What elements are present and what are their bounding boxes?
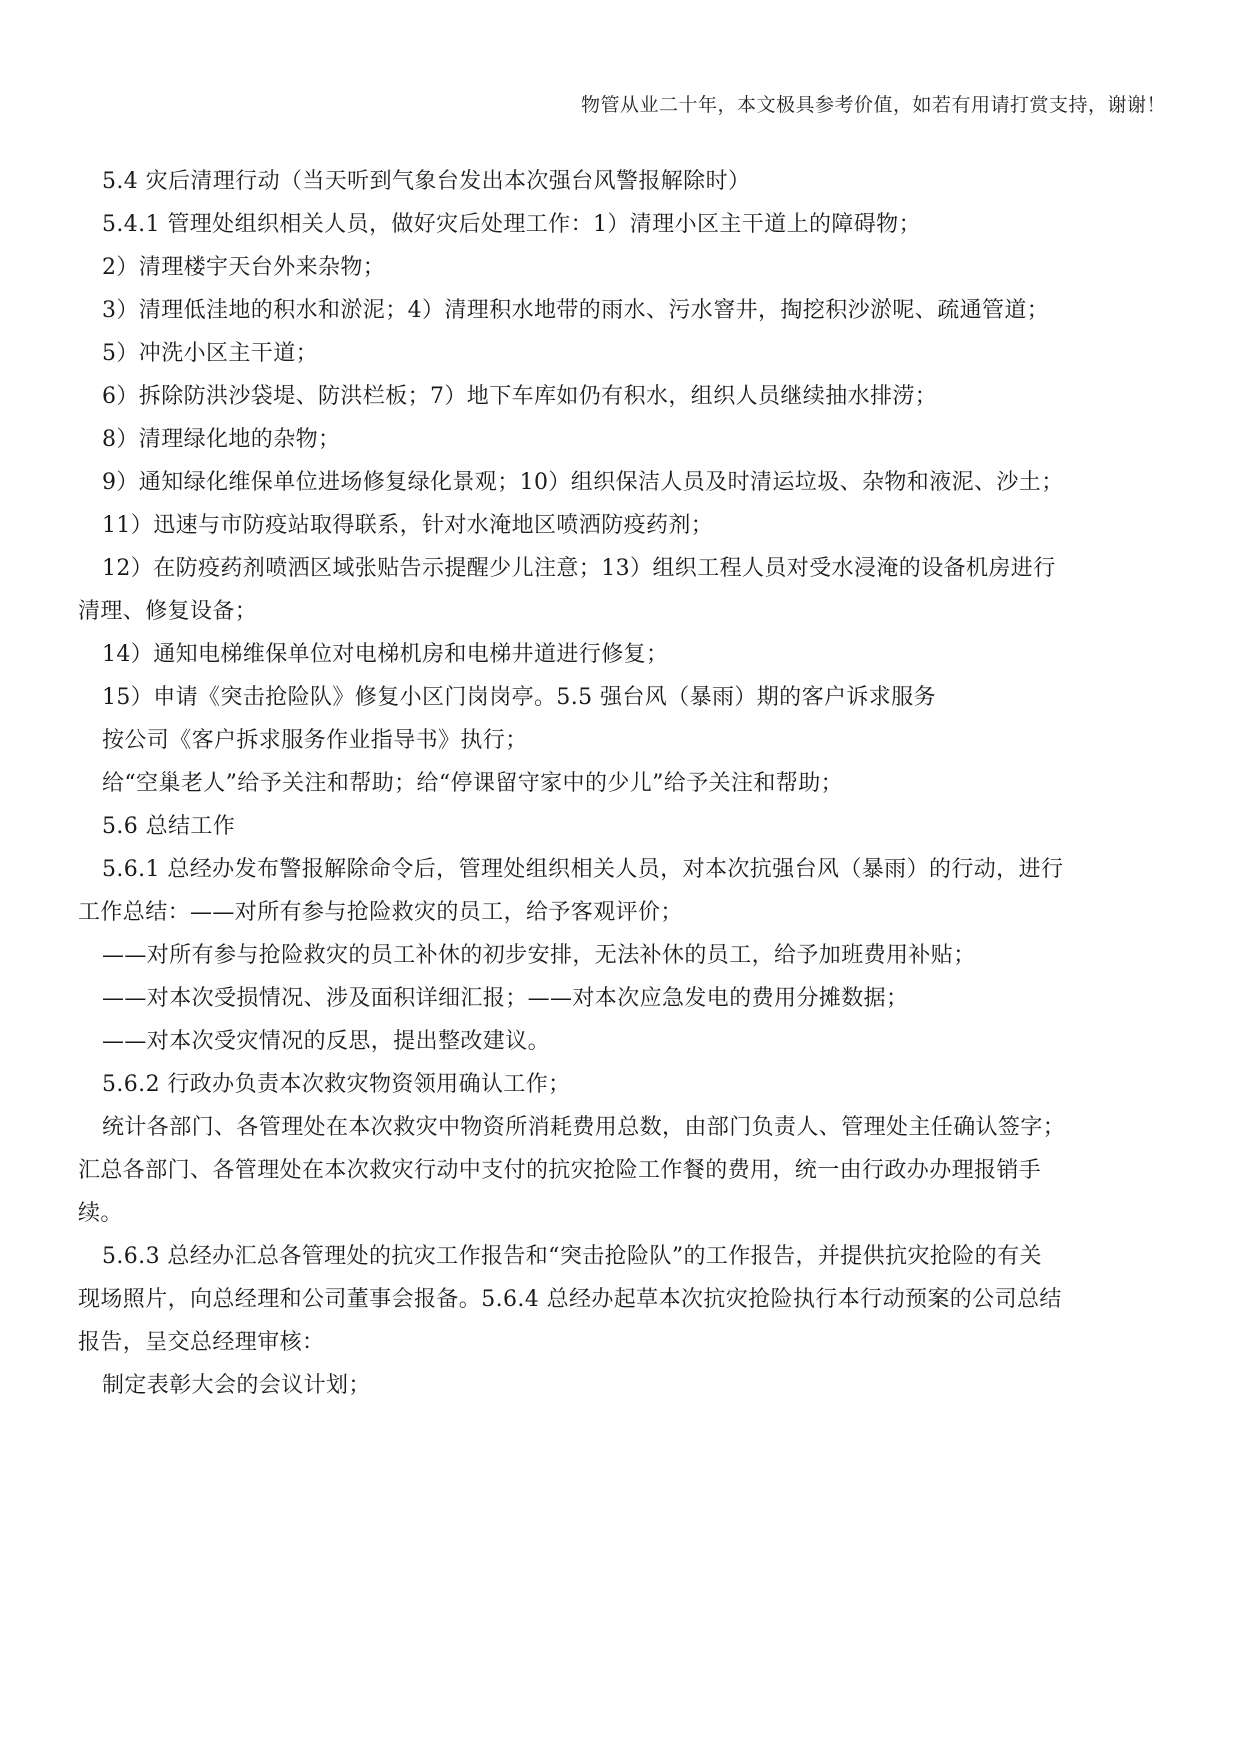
paragraph-line: ——对本次受灾情况的反思，提出整改建议。: [102, 1029, 551, 1054]
paragraph-line: ——对所有参与抢险救灾的员工补休的初步安排，无法补休的员工，给予加班费用补贴；: [102, 943, 976, 968]
section-heading: 5.6 总结工作: [102, 814, 236, 839]
paragraph-line: 汇总各部门、各管理处在本次救灾行动中支付的抗灾抢险工作餐的费用，统一由行政办办理报销手: [78, 1158, 1042, 1183]
paragraph-line: ——对本次受损情况、涉及面积详细汇报；——对本次应急发电的费用分摊数据；: [102, 986, 909, 1011]
paragraph-line: 6）拆除防洪沙袋堤、防洪栏板；7）地下车库如仍有积水，组织人员继续抽水排涝；: [102, 384, 938, 409]
paragraph-line: 制定表彰大会的会议计划；: [102, 1373, 371, 1398]
paragraph-line: 5.6.2 行政办负责本次救灾物资领用确认工作；: [102, 1072, 571, 1097]
paragraph-line: 给“空巢老人”给予关注和帮助；给“停课留守家中的少儿”给予关注和帮助；: [102, 771, 843, 796]
paragraph-line: 报告，呈交总经理审核：: [78, 1330, 325, 1355]
paragraph-line: 5.4 灾后清理行动（当天听到气象台发出本次强台风警报解除时）: [102, 169, 751, 194]
paragraph-line: 续。: [78, 1201, 123, 1226]
paragraph-line: 清理、修复设备；: [78, 599, 258, 624]
paragraph-line: 12）在防疫药剂喷洒区域张贴告示提醒少儿注意；13）组织工程人员对受水浸淹的设备机房进行: [102, 556, 1056, 581]
paragraph-line: 9）通知绿化维保单位进场修复绿化景观；10）组织保洁人员及时清运垃圾、杂物和液泥、沙土；: [102, 470, 1064, 495]
paragraph-line: 3）清理低洼地的积水和淤泥；4）清理积水地带的雨水、污水窨井，掏挖积沙淤呢、疏通管道；: [102, 298, 1050, 323]
document-body: [78, 160, 1168, 1407]
paragraph-line: 工作总结：——对所有参与抢险救灾的员工，给予客观评价；: [78, 900, 683, 925]
paragraph-line: 5.6.1 总经办发布警报解除命令后，管理处组织相关人员，对本次抗强台风（暴雨）的行动，进行: [102, 857, 1064, 882]
paragraph-line: 11）迅速与市防疫站取得联系，针对水淹地区喷洒防疫药剂；: [102, 513, 714, 538]
paragraph-line: 按公司《客户拆求服务作业指导书》执行；: [102, 728, 528, 753]
paragraph-line: 2）清理楼宇天台外来杂物；: [102, 255, 386, 280]
paragraph-line: 5）冲洗小区主干道；: [102, 341, 318, 366]
paragraph-line: 8）清理绿化地的杂物；: [102, 427, 341, 452]
paragraph-line: 14）通知电梯维保单位对电梯机房和电梯井道进行修复；: [102, 642, 669, 667]
header-note: 物管从业二十年，本文极具参考价值，如若有用请打赏支持，谢谢！: [580, 94, 1166, 116]
paragraph-line: 统计各部门、各管理处在本次救灾中物资所消耗费用总数，由部门负责人、管理处主任确认签字；: [102, 1115, 1066, 1140]
paragraph-line: 15）申请《突击抢险队》修复小区门岗岗亭。5.5 强台风（暴雨）期的客户诉求服务: [102, 685, 936, 710]
paragraph-line: 5.6.3 总经办汇总各管理处的抗灾工作报告和“突击抢险队”的工作报告，并提供抗灾抢险的有关: [102, 1244, 1042, 1269]
paragraph-line: 5.4.1 管理处组织相关人员，做好灾后处理工作：1）清理小区主干道上的障碍物；: [102, 212, 921, 237]
paragraph-line: 现场照片，向总经理和公司董事会报备。5.6.4 总经办起草本次抗灾抢险执行本行动预案的公司总结: [78, 1287, 1062, 1312]
